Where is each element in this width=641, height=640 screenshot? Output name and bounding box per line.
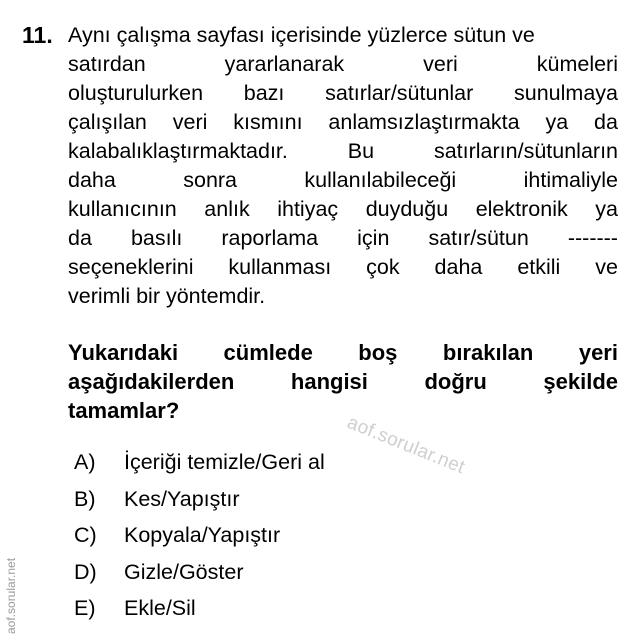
prompt-word: hangisi xyxy=(290,369,368,394)
stem-word: kümeleri xyxy=(536,52,618,76)
prompt-line xyxy=(68,396,618,425)
stem-word: Aynı çalışma sayfası içerisinde yüzlerce sütun ve xyxy=(68,23,535,47)
stem-word: satır/sütun xyxy=(428,226,529,250)
stem-line xyxy=(68,224,618,253)
stem-word: bazı xyxy=(243,81,285,105)
stem-word: kullanıcının xyxy=(68,197,177,221)
stem-line xyxy=(68,282,618,311)
stem-word: duyduğu xyxy=(365,197,449,221)
stem-word: sunulmaya xyxy=(514,81,618,105)
option-text: Kes/Yapıştır xyxy=(124,486,240,511)
option-letter: E) xyxy=(74,596,96,620)
stem-word: elektronik xyxy=(475,197,568,221)
stem-word: kısmını xyxy=(233,110,303,134)
prompt-line xyxy=(68,367,618,396)
prompt-word: doğru xyxy=(424,369,487,394)
stem-word: satırlar/sütunlar xyxy=(325,81,474,105)
stem-word: satırların/sütunların xyxy=(433,139,618,163)
question-prompt xyxy=(68,338,618,425)
watermark-side: aof.sorular.net xyxy=(4,557,18,634)
prompt-word: Yukarıdaki xyxy=(68,340,179,365)
option-letter: D) xyxy=(74,559,97,584)
stem-word: kullanması xyxy=(228,255,332,279)
prompt-word: cümlede xyxy=(223,340,313,365)
stem-word: da xyxy=(68,226,92,250)
stem-word: ya xyxy=(545,110,569,134)
prompt-word: aşağıdakilerden xyxy=(68,369,235,394)
prompt-word: tamamlar? xyxy=(68,398,180,423)
stem-word: çalışılan xyxy=(68,110,147,134)
stem-word: çok xyxy=(366,255,400,279)
stem-line xyxy=(68,166,618,195)
stem-word: raporlama xyxy=(221,226,319,250)
option-text: Ekle/Sil xyxy=(124,596,196,620)
option-b[interactable] xyxy=(74,481,325,518)
stem-word: daha xyxy=(434,255,483,279)
option-a[interactable] xyxy=(74,444,325,481)
stem-word: basılı xyxy=(130,226,183,250)
stem-word: kullanılabileceği xyxy=(304,168,457,192)
stem-word: ihtiyaç xyxy=(277,197,339,221)
option-text: Gizle/Göster xyxy=(124,559,244,584)
option-letter: A) xyxy=(74,450,96,474)
stem-word: seçeneklerini xyxy=(68,255,194,279)
stem-word: için xyxy=(357,226,390,250)
stem-word: etkili xyxy=(517,255,561,279)
option-text: Kopyala/Yapıştır xyxy=(124,523,281,547)
option-d[interactable] xyxy=(74,554,325,591)
stem-word: anlamsızlaştırmakta xyxy=(328,110,520,134)
stem-word: oluşturulurken xyxy=(68,81,204,105)
stem-word: ------- xyxy=(567,226,618,250)
stem-word: da xyxy=(594,110,618,134)
stem-line xyxy=(68,79,618,108)
stem-word: Bu xyxy=(347,139,375,163)
stem-word: ihtimaliyle xyxy=(523,168,618,192)
prompt-word: bırakılan xyxy=(442,340,534,365)
stem-word: anlık xyxy=(204,197,250,221)
option-e[interactable] xyxy=(74,590,325,627)
prompt-word: yeri xyxy=(578,340,618,365)
stem-line xyxy=(68,137,618,166)
question-stem xyxy=(68,21,618,311)
prompt-word: şekilde xyxy=(543,369,618,394)
option-letter: B) xyxy=(74,486,96,511)
option-c[interactable] xyxy=(74,517,325,554)
stem-line xyxy=(68,253,618,282)
option-text: İçeriği temizle/Geri al xyxy=(124,450,325,474)
watermark-diagonal: aof.sorular.net xyxy=(344,412,468,479)
stem-word: veri xyxy=(172,110,208,134)
answer-options xyxy=(74,444,325,627)
stem-word: veri xyxy=(423,52,458,76)
stem-line xyxy=(68,108,618,137)
stem-word: daha xyxy=(68,168,116,192)
stem-word: yararlanarak xyxy=(224,52,345,76)
stem-line xyxy=(68,195,618,224)
prompt-line xyxy=(68,338,618,367)
prompt-word: boş xyxy=(358,340,398,365)
question-number: 11. xyxy=(22,22,53,48)
stem-line xyxy=(68,21,618,50)
stem-word: sonra xyxy=(183,168,238,192)
stem-word: kalabalıklaştırmaktadır. xyxy=(68,139,288,163)
stem-word: satırdan xyxy=(68,52,146,76)
stem-word: ve xyxy=(595,255,618,279)
stem-line xyxy=(68,50,618,79)
stem-word: ya xyxy=(595,197,618,221)
option-letter: C) xyxy=(74,523,97,547)
stem-word: verimli bir yöntemdir. xyxy=(68,284,266,308)
